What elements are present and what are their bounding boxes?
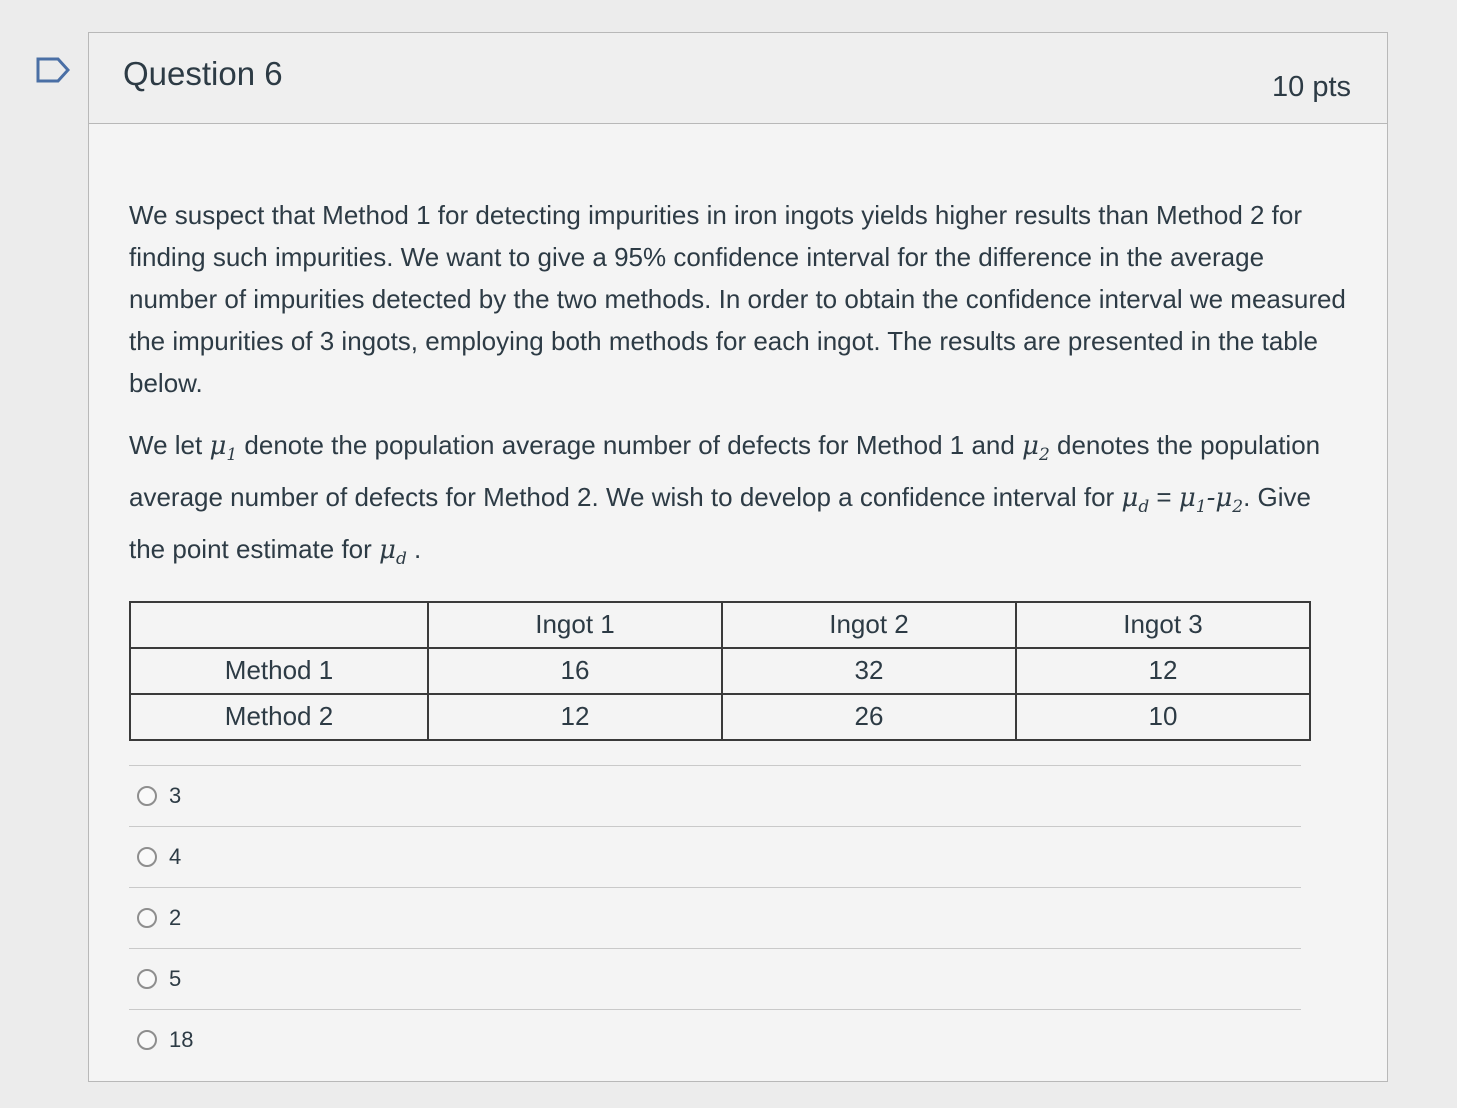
radio-button[interactable] — [137, 969, 157, 989]
table-cell: 12 — [428, 694, 722, 740]
answer-label: 3 — [169, 782, 182, 808]
answer-option[interactable] — [129, 887, 1301, 948]
answer-label: 2 — [169, 904, 182, 930]
mud-symbol: $\mu_d$ — [1121, 483, 1150, 518]
mu1-symbol: $\mu_1$ — [209, 431, 238, 466]
answer-label: 4 — [169, 843, 182, 869]
question-title: Question 6 — [123, 55, 283, 92]
table-header-cell — [130, 602, 428, 648]
answer-option[interactable] — [129, 948, 1301, 1009]
table-row — [130, 694, 1310, 740]
table-header-row — [130, 602, 1310, 648]
table-cell: 16 — [428, 648, 722, 694]
data-table — [129, 601, 1311, 741]
table-header-cell: Ingot 1 — [428, 602, 722, 648]
question-card — [88, 32, 1388, 1082]
table-row-label: Method 2 — [130, 694, 428, 740]
answer-list — [129, 765, 1301, 1070]
answer-option[interactable] — [129, 826, 1301, 887]
question-points: 10 pts — [1272, 71, 1351, 103]
radio-button[interactable] — [137, 908, 157, 928]
table-cell: 10 — [1016, 694, 1310, 740]
radio-button[interactable] — [137, 1030, 157, 1050]
question-text-paragraph-1: We suspect that Method 1 for detecting impurities in iron ingots yields higher results than Method 2 for finding such impurities. We want to give a 95% confidence interval for the difference in the average number of impurities detected by the two methods. In order to obtain the confidence interval we measured the impurities of 3 ingots, employing both methods for each ingot. The results are presented in the table below. — [129, 200, 1346, 398]
table-cell: 32 — [722, 648, 1016, 694]
radio-button[interactable] — [137, 786, 157, 806]
answer-option[interactable] — [129, 765, 1301, 826]
table-row-label: Method 1 — [130, 648, 428, 694]
flag-question-icon[interactable] — [36, 56, 70, 84]
answer-label: 18 — [169, 1026, 194, 1052]
question-body — [89, 124, 1387, 1070]
table-row — [130, 648, 1310, 694]
answer-label: 5 — [169, 965, 182, 991]
mu1-minus-mu2: $\mu_1-\mu_2$ — [1178, 483, 1244, 518]
table-cell: 12 — [1016, 648, 1310, 694]
mu2-symbol: $\mu_2$ — [1022, 431, 1050, 466]
question-text-paragraph-2: We let $\mu_1$ denote the population average number of defects for Method 1 and $\mu_2$ denotes the population average number of defects for Method 2. We wish to develop a confidence interval for $\mu_d = \mu_1-\mu_2$. Give the point estimate for $\mu_d$ . — [129, 430, 1321, 570]
mud-symbol-estimate: $\mu_d$ — [379, 535, 407, 570]
table-cell: 26 — [722, 694, 1016, 740]
table-header-cell: Ingot 3 — [1016, 602, 1310, 648]
radio-button[interactable] — [137, 847, 157, 867]
question-header — [89, 33, 1387, 124]
answer-option[interactable] — [129, 1009, 1301, 1070]
table-header-cell: Ingot 2 — [722, 602, 1016, 648]
